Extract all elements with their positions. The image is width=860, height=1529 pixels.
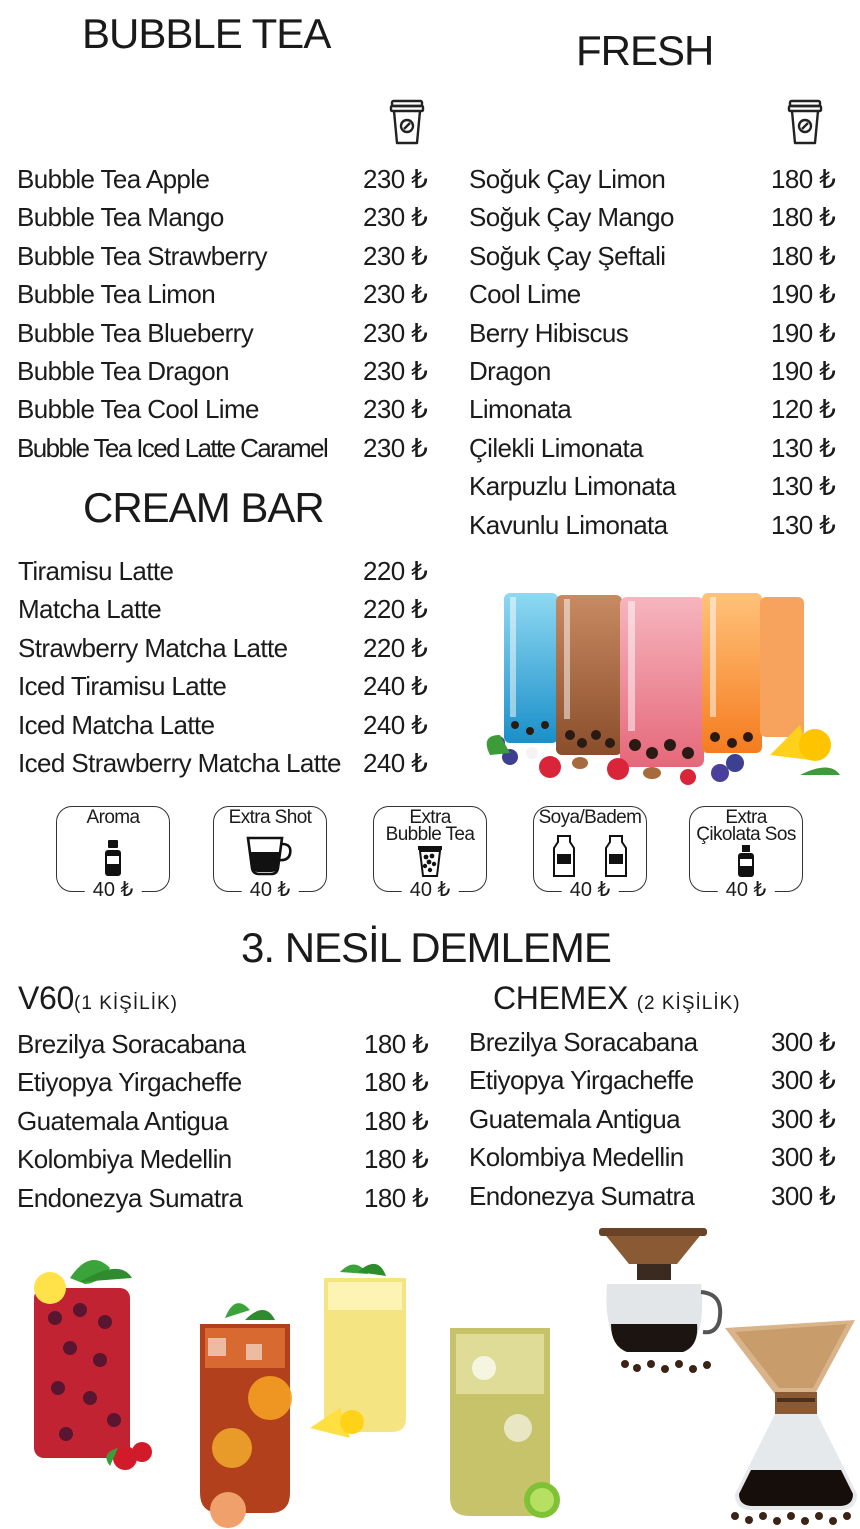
menu-item-name: Guatemala Antigua <box>17 1105 228 1136</box>
menu-item-name: Cool Lime <box>469 279 581 310</box>
bubble-tea-title: BUBBLE TEA <box>82 10 331 57</box>
milk-carton-icon <box>605 834 627 883</box>
chemex-note: (2 KİŞİLİK) <box>636 993 741 1014</box>
menu-item-name: Dragon <box>469 355 551 386</box>
menu-item <box>18 594 438 632</box>
extra-label: Soya/Badem <box>538 807 642 828</box>
menu-item-price: 300 ₺ <box>771 1027 836 1057</box>
menu-item-name: Endonezya Sumatra <box>469 1180 695 1211</box>
menu-item-price: 180 ₺ <box>364 1029 429 1059</box>
menu-item <box>469 1104 849 1142</box>
menu-item <box>17 202 437 240</box>
extra-label: Extra Shot <box>228 807 312 828</box>
extra-price: 40 ₺ <box>402 877 459 902</box>
menu-item-price: 180 ₺ <box>364 1105 429 1136</box>
extra-aroma <box>56 806 170 901</box>
menu-item-name: Bubble Tea Limon <box>17 279 216 310</box>
menu-item <box>18 556 438 594</box>
menu-item <box>469 471 849 509</box>
chemex-name: CHEMEX <box>493 980 629 1016</box>
fresh-list <box>469 164 849 548</box>
menu-item-price: 240 ₺ <box>363 709 428 740</box>
takeaway-cup-icon <box>787 99 823 145</box>
brewing-title: 3. NESİL DEMLEME <box>241 924 611 971</box>
menu-item-name: Karpuzlu Limonata <box>469 471 676 502</box>
fresh-title: FRESH <box>576 27 714 74</box>
menu-item-price: 230 ₺ <box>363 432 428 463</box>
chemex-heading <box>493 980 741 1017</box>
menu-item-name: Endonezya Sumatra <box>17 1182 243 1213</box>
menu-item-price: 240 ₺ <box>363 747 428 778</box>
menu-item-price: 190 ₺ <box>771 355 836 386</box>
menu-item-name: Soğuk Çay Şeftali <box>469 240 666 271</box>
takeaway-cup-icon <box>389 99 425 145</box>
menu-item-name: Kolombiya Medellin <box>469 1142 684 1173</box>
menu-item <box>17 433 437 471</box>
menu-item-price: 300 ₺ <box>771 1065 836 1096</box>
extra-soya-badem <box>533 806 647 901</box>
menu-item-price: 300 ₺ <box>771 1142 836 1173</box>
menu-item-name: Bubble Tea Blueberry <box>17 317 254 348</box>
menu-item <box>469 1181 849 1219</box>
menu-item-name: Soğuk Çay Limon <box>469 164 666 194</box>
menu-item <box>17 1029 437 1067</box>
menu-item-price: 220 ₺ <box>363 632 428 663</box>
menu-item-name: Bubble Tea Iced Latte Caramel <box>17 432 328 463</box>
extra-price: 40 ₺ <box>718 877 775 902</box>
menu-item <box>469 241 849 279</box>
menu-item-name: Bubble Tea Mango <box>17 202 224 233</box>
menu-item-name: Limonata <box>469 394 572 425</box>
menu-item <box>17 394 437 432</box>
menu-item-price: 180 ₺ <box>771 202 836 233</box>
menu-item-name: Berry Hibiscus <box>469 317 629 348</box>
menu-item-name: Guatemala Antigua <box>469 1103 680 1134</box>
menu-item-price: 180 ₺ <box>364 1182 429 1213</box>
menu-item-name: Iced Strawberry Matcha Latte <box>18 747 341 778</box>
menu-item-price: 220 ₺ <box>363 594 428 625</box>
menu-item-name: Brezilya Soracabana <box>17 1029 246 1059</box>
menu-item-price: 230 ₺ <box>363 164 428 194</box>
menu-item-price: 230 ₺ <box>363 355 428 386</box>
menu-item-price: 180 ₺ <box>771 240 836 271</box>
extra-price: 40 ₺ <box>242 877 299 902</box>
menu-item-name: Strawberry Matcha Latte <box>18 632 288 663</box>
bubble-tea-drinks-image <box>470 585 855 795</box>
menu-item-name: Etiyopya Yirgacheffe <box>469 1065 694 1096</box>
menu-item-name: Iced Tiramisu Latte <box>18 671 227 702</box>
menu-item <box>469 164 849 202</box>
bubble-tea-list <box>17 164 437 471</box>
menu-item <box>469 510 849 548</box>
menu-item-price: 120 ₺ <box>771 394 836 425</box>
extra-label: Extra Çikolata Sos <box>696 807 796 845</box>
menu-item <box>469 394 849 432</box>
menu-item-price: 230 ₺ <box>363 317 428 348</box>
menu-item-price: 300 ₺ <box>771 1180 836 1211</box>
menu-item <box>469 1065 849 1103</box>
menu-item-name: Iced Matcha Latte <box>18 709 215 740</box>
menu-item-name: Matcha Latte <box>18 594 162 625</box>
extra-bubble-tea <box>373 806 487 901</box>
coffee-brewers-image <box>585 1224 860 1529</box>
menu-item-price: 230 ₺ <box>363 394 428 425</box>
menu-item <box>17 241 437 279</box>
menu-item-price: 240 ₺ <box>363 671 428 702</box>
cream-bar-list <box>18 556 438 786</box>
menu-item <box>17 164 437 202</box>
menu-item-name: Çilekli Limonata <box>469 432 643 463</box>
menu-item <box>17 279 437 317</box>
menu-item-price: 220 ₺ <box>363 556 428 586</box>
menu-item-name: Etiyopya Yirgacheffe <box>17 1067 242 1098</box>
menu-item <box>18 748 438 786</box>
extra-shot <box>213 806 327 901</box>
extra-label: Extra Bubble Tea <box>385 807 475 845</box>
menu-item-name: Bubble Tea Strawberry <box>17 240 267 271</box>
menu-item-price: 190 ₺ <box>771 279 836 310</box>
menu-item-price: 180 ₺ <box>364 1144 429 1175</box>
menu-item <box>18 633 438 671</box>
extra-chocolate-sauce <box>689 806 803 901</box>
menu-item <box>18 671 438 709</box>
v60-heading <box>18 980 178 1017</box>
menu-item <box>17 1106 437 1144</box>
menu-item-price: 230 ₺ <box>363 202 428 233</box>
menu-item <box>17 1067 437 1105</box>
menu-item-price: 130 ₺ <box>771 471 836 502</box>
menu-item <box>469 279 849 317</box>
extra-price: 40 ₺ <box>85 877 142 902</box>
menu-item-price: 230 ₺ <box>363 279 428 310</box>
menu-item-price: 130 ₺ <box>771 509 836 540</box>
menu-item-name: Tiramisu Latte <box>18 556 174 586</box>
v60-note: (1 KİŞİLİK) <box>74 993 178 1014</box>
chemex-list <box>469 1027 849 1219</box>
menu-item-name: Bubble Tea Cool Lime <box>17 394 259 425</box>
menu-item-price: 180 ₺ <box>771 164 836 194</box>
menu-item-price: 230 ₺ <box>363 240 428 271</box>
menu-item <box>469 1142 849 1180</box>
menu-item-price: 180 ₺ <box>364 1067 429 1098</box>
menu-item <box>17 1144 437 1182</box>
espresso-cup-icon <box>245 834 295 883</box>
menu-item-price: 300 ₺ <box>771 1103 836 1134</box>
menu-item <box>17 356 437 394</box>
v60-list <box>17 1029 437 1221</box>
menu-item-name: Kavunlu Limonata <box>469 509 668 540</box>
menu-item <box>469 1027 849 1065</box>
menu-item-name: Bubble Tea Dragon <box>17 355 229 386</box>
menu-item <box>469 433 849 471</box>
menu-item <box>469 356 849 394</box>
milk-carton-icon <box>553 834 575 883</box>
menu-item <box>17 1183 437 1221</box>
menu-item-price: 130 ₺ <box>771 432 836 463</box>
v60-name: V60 <box>18 980 75 1016</box>
menu-item-name: Brezilya Soracabana <box>469 1027 698 1057</box>
menu-item <box>469 202 849 240</box>
menu-item-name: Bubble Tea Apple <box>17 164 210 194</box>
menu-item-price: 190 ₺ <box>771 317 836 348</box>
extra-price: 40 ₺ <box>562 877 619 902</box>
menu-item <box>18 710 438 748</box>
menu-item-name: Kolombiya Medellin <box>17 1144 232 1175</box>
cream-bar-title: CREAM BAR <box>83 484 324 531</box>
extra-label: Aroma <box>86 807 140 828</box>
fresh-drinks-image <box>10 1248 570 1529</box>
menu-item <box>17 318 437 356</box>
menu-item <box>469 318 849 356</box>
menu-item-name: Soğuk Çay Mango <box>469 202 674 233</box>
